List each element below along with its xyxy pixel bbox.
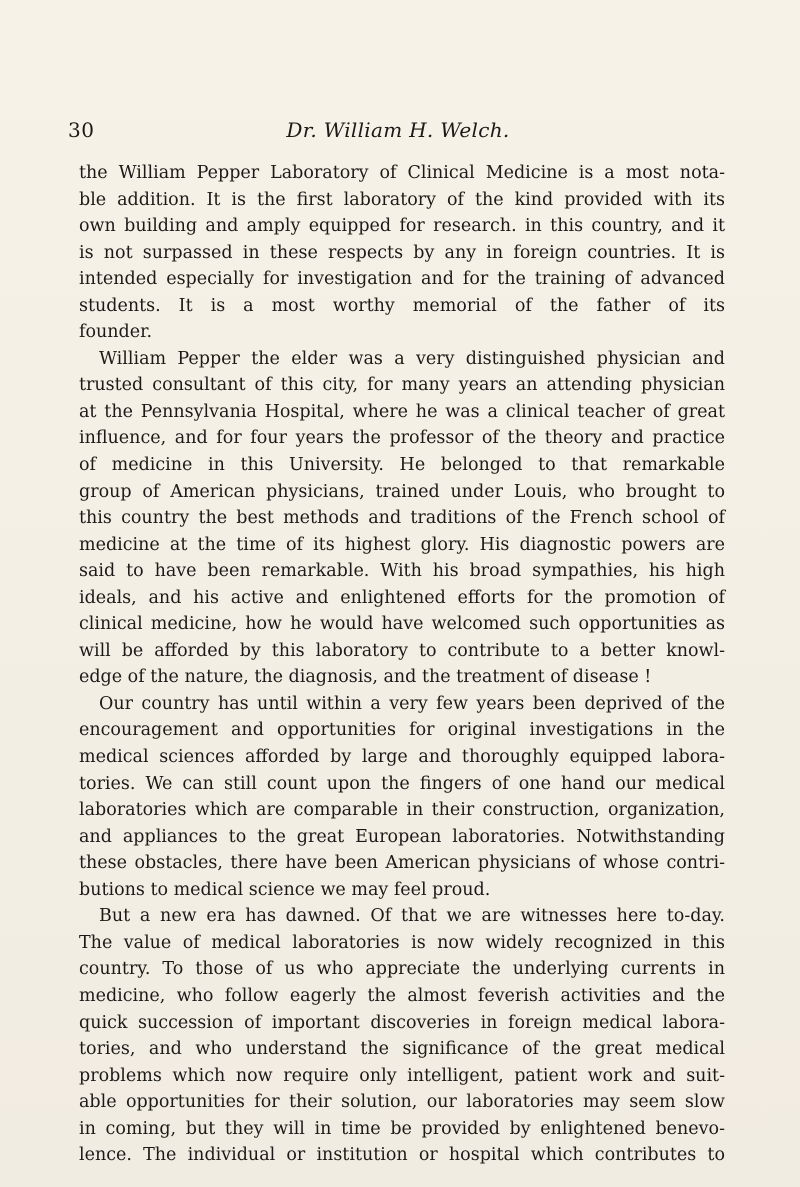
text-line: these obstacles, there have been American physicians of whose contri-	[79, 853, 725, 874]
text-line: lence. The individual or institution or hospital which contributes to	[79, 1145, 725, 1166]
text-line: this country the best methods and traditions of the French school of	[79, 508, 725, 529]
body-text	[79, 160, 725, 1169]
text-line: encouragement and opportunities for original investigations in the	[79, 720, 725, 741]
text-line: The value of medical laboratories is now widely recognized in this	[79, 932, 725, 953]
text-line: said to have been remarkable. With his broad sympathies, his high	[79, 561, 725, 582]
text-line: in coming, but they will in time be provided by enlightened benevo-	[79, 1118, 725, 1139]
text-line: Our country has until within a very few years been deprived of the	[99, 693, 725, 714]
text-line: is not surpassed in these respects by any in foreign countries. It is	[79, 242, 725, 263]
text-line: group of American physicians, trained under Louis, who brought to	[79, 481, 725, 502]
text-line: butions to medical science we may feel proud.	[79, 879, 491, 900]
text-line: edge of the nature, the diagnosis, and the treatment of disease !	[79, 667, 652, 688]
text-line: laboratories which are comparable in their construction, organization,	[79, 800, 725, 821]
text-line: tories. We can still count upon the fingers of one hand our medical	[79, 773, 725, 794]
text-line: own building and amply equipped for research. in this country, and it	[79, 216, 725, 237]
text-line: trusted consultant of this city, for many years an attending physician	[79, 375, 725, 396]
text-line: clinical medicine, how he would have welcomed such opportunities as	[79, 614, 725, 635]
text-line: problems which now require only intelligent, patient work and suit-	[79, 1065, 725, 1086]
page-number: 30	[68, 118, 95, 142]
text-line: quick succession of important discoveries in foreign medical labora-	[79, 1012, 725, 1033]
text-line: will be afforded by this laboratory to contribute to a better knowl-	[79, 640, 725, 661]
text-line: founder.	[79, 322, 153, 343]
text-line: of medicine in this University. He belonged to that remarkable	[79, 455, 725, 476]
text-line: medical sciences afforded by large and thoroughly equipped labora-	[79, 747, 725, 768]
running-title: Dr. William H. Welch.	[286, 118, 510, 142]
text-line: and appliances to the great European laboratories. Notwithstanding	[79, 826, 725, 847]
text-line: ideals, and his active and enlightened efforts for the promotion of	[79, 587, 725, 608]
text-line: intended especially for investigation and for the training of advanced	[79, 269, 725, 290]
text-line: tories, and who understand the significance of the great medical	[79, 1039, 725, 1060]
text-line: influence, and for four years the professor of the theory and practice	[79, 428, 725, 449]
text-line: at the Pennsylvania Hospital, where he was a clinical teacher of great	[79, 401, 725, 422]
text-line: medicine at the time of its highest glory. His diagnostic powers are	[79, 534, 725, 555]
text-line: ble addition. It is the first laboratory of the kind provided with its	[79, 189, 725, 210]
text-line: But a new era has dawned. Of that we are witnesses here to-day.	[99, 906, 725, 927]
text-line: medicine, who follow eagerly the almost feverish activities and the	[79, 985, 725, 1006]
page-header	[68, 118, 728, 148]
text-line: the William Pepper Laboratory of Clinical Medicine is a most nota-	[79, 163, 725, 183]
text-line: William Pepper the elder was a very distinguished physician and	[99, 348, 725, 369]
text-line: country. To those of us who appreciate the underlying currents in	[79, 959, 725, 980]
text-line: students. It is a most worthy memorial of the father of its	[79, 295, 725, 316]
text-line: able opportunities for their solution, our laboratories may seem slow	[79, 1092, 725, 1113]
